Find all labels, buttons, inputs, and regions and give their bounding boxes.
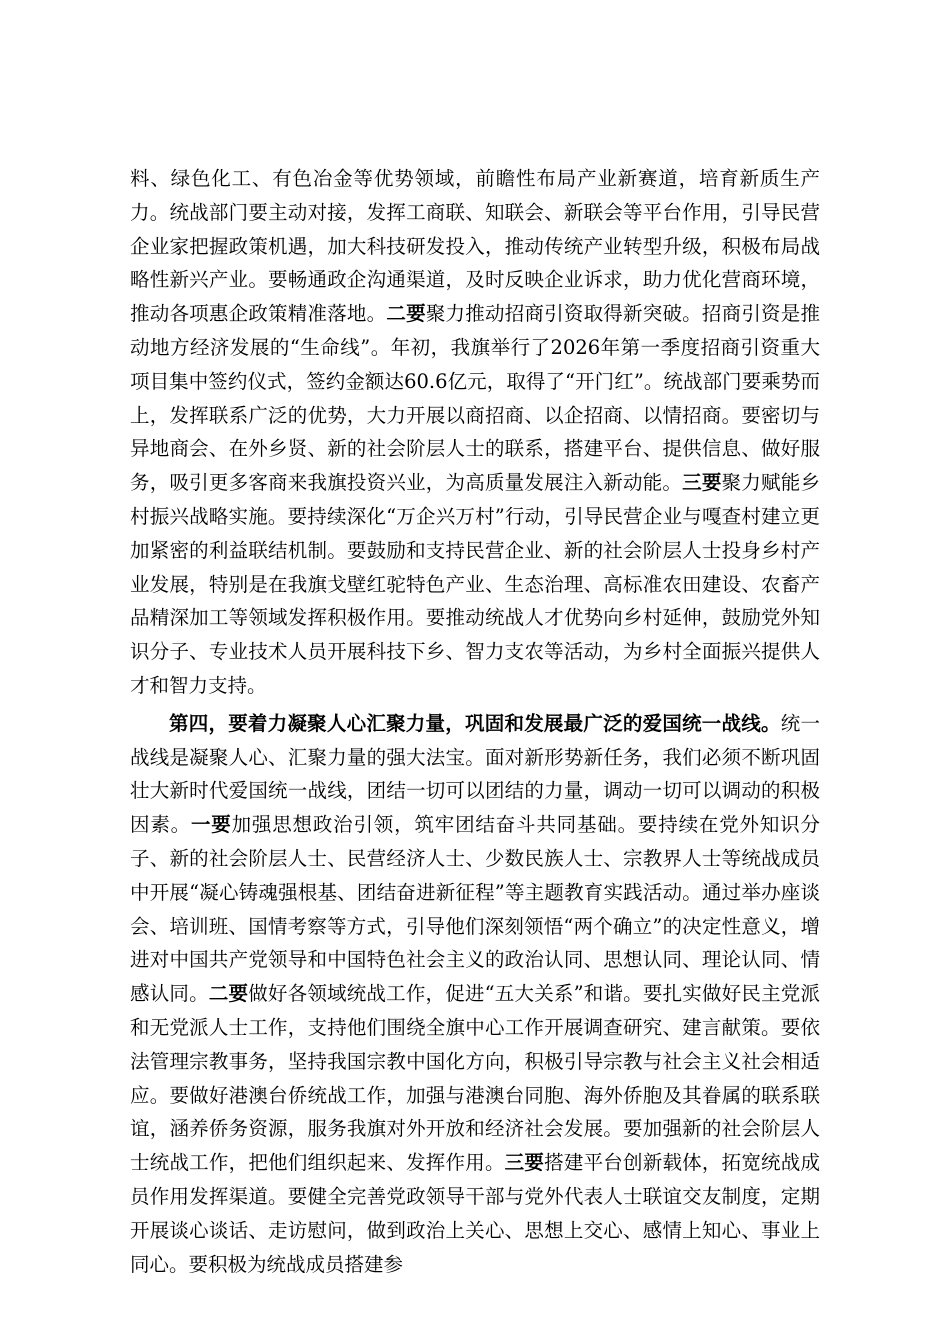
text-run: 料、绿色化工、有色冶金等优势领域，前瞻性布局产业新赛道，培育新质生产力。统战部门要主动对接，发挥工商联、知联会、新联会等平台作用，引导民营企业家把握政策机遇，加大科技研发投入，推动传统产业转型升级，积极布局战略性新兴产业。要畅通政企沟通渠道，及时反映企业诉求，助力优化营商环境，推动各项惠企政策精准落地。 <box>130 167 820 326</box>
point-heading: 三要 <box>504 1151 545 1175</box>
point-heading: 一要 <box>190 813 232 837</box>
paragraph-economy <box>130 162 820 703</box>
text-run: 搭建平台创新载体，拓宽统战成员作用发挥渠道。要健全完善党政领导干部与党外代表人士联谊交友制度，定期开展谈心谈话、走访慰问，做到政治上关心、思想上交心、感情上知心、事业上同心。要积极为统战成员搭建参 <box>130 1151 820 1276</box>
point-heading: 二要 <box>386 302 426 326</box>
text-run: 加强思想政治引领，筑牢团结奋斗共同基础。要持续在党外知识分子、新的社会阶层人士、民营经济人士、少数民族人士、宗教界人士等统战成员中开展“凝心铸魂强根基、团结奋进新征程”等主题教育实践活动。通过举办座谈会、培训班、国情考察等方式，引导他们深刻领悟“两个确立”的决定性意义，增进对中国共产党领导和中国特色社会主义的政治认同、思想认同、理论认同、情感认同。 <box>130 813 820 1006</box>
document-page <box>130 162 820 1281</box>
text-run: 聚力赋能乡村振兴战略实施。要持续深化“万企兴万村”行动，引导民营企业与嘎查村建立更加紧密的利益联结机制。要鼓励和支持民营企业、新的社会阶层人士投身乡村产业发展，特别是在我旗戈壁红驼特色产业、生态治理、高标准农田建设、农畜产品精深加工等领域发挥积极作用。要推动统战人才优势向乡村延伸，鼓励党外知识分子、专业技术人员开展科技下乡、智力支农等活动，为乡村全面振兴提供人才和智力支持。 <box>130 471 820 697</box>
text-run: 统一战线是凝聚人心、汇聚力量的强大法宝。面对新形势新任务，我们必须不断巩固壮大新时代爱国统一战线，团结一切可以团结的力量，调动一切可以调动的积极因素。 <box>130 711 820 837</box>
point-heading: 二要 <box>208 982 249 1006</box>
paragraph-united-front <box>130 707 820 1282</box>
text-run: 聚力推动招商引资取得新突破。招商引资是推动地方经济发展的“生命线”。年初，我旗举行了2026年第一季度招商引资重大项目集中签约仪式，签约金额达60.6亿元，取得了“开门红”。统战部门要乘势而上，发挥联系广泛的优势，大力开展以商招商、以企招商、以情招商。要密切与异地商会、在外乡贤、新的社会阶层人士的联系，搭建平台、提供信息、做好服务，吸引更多客商来我旗投资兴业，为高质量发展注入新动能。 <box>130 302 820 495</box>
section-heading: 第四，要着力凝聚人心汇聚力量，巩固和发展最广泛的爱国统一战线。 <box>169 711 781 735</box>
text-run: 做好各领域统战工作，促进“五大关系”和谐。要扎实做好民主党派和无党派人士工作，支持他们围绕全旗中心工作开展调查研究、建言献策。要依法管理宗教事务，坚持我国宗教中国化方向，积极引导宗教与社会主义社会相适应。要做好港澳台侨统战工作，加强与港澳台同胞、海外侨胞及其眷属的联系联谊，涵养侨务资源，服务我旗对外开放和经济社会发展。要加强新的社会阶层人士统战工作，把他们组织起来、发挥作用。 <box>130 982 820 1175</box>
point-heading: 三要 <box>682 471 722 495</box>
